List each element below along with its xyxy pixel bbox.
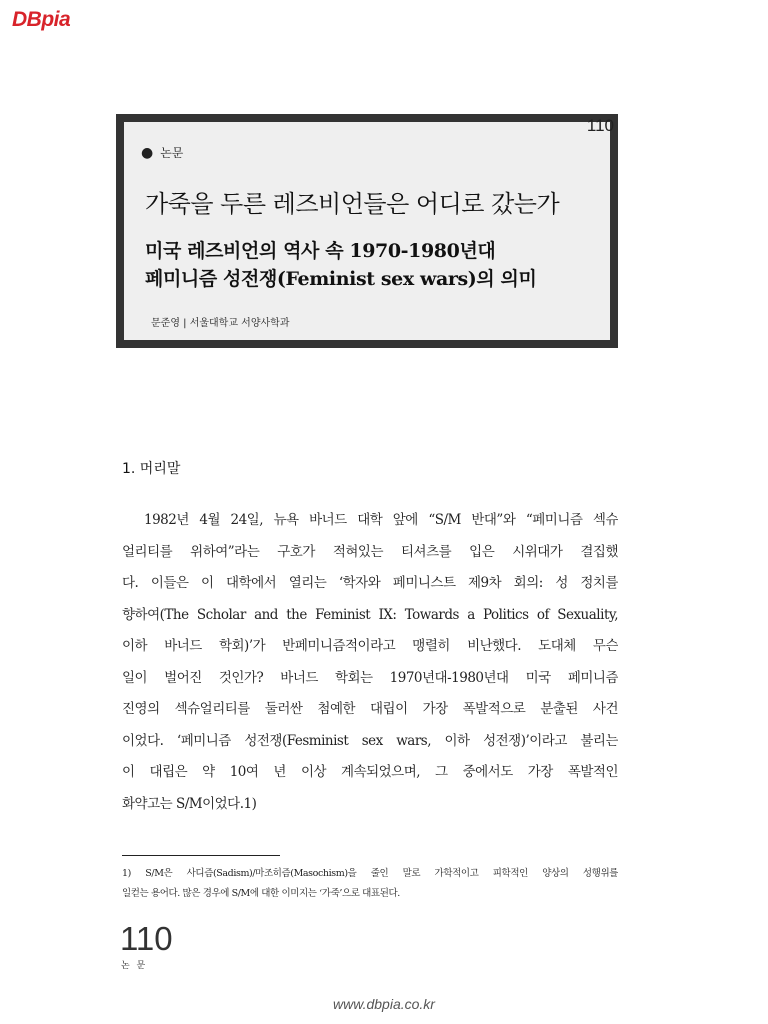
author-affiliation: 문준영 | 서울대학교 서양사학과 [151,318,290,329]
page-section-label: 논 문 [121,961,148,971]
page-number: 110 [120,920,173,957]
body-text [122,505,618,820]
title-box [116,114,618,348]
article-title: 가죽을 두른 레즈비언들은 어디로 갔는가 [145,190,560,218]
section-heading: 1. 머리말 [122,461,181,477]
footnote-line: 일컫는 용어다. 많은 경우에 S/M에 대한 이미지는 ‘가죽’으로 대표된다. [122,888,400,899]
footer-url-link[interactable]: www.dbpia.co.kr [333,996,435,1012]
article-subtitle-line-1: 미국 레즈비언의 역사 속 1970-1980년대 [145,240,496,262]
body-line: 이 대립은 약 10여 년 이상 계속되었으며, 그 중에서도 가장 폭발적인 [122,764,618,780]
footnote-line: 1) S/M은 사디즘(Sadism)/마조히즘(Masochism)을 줄인 말로 가학적이고 피학적인 양상의 성행위를 [122,868,618,879]
body-line: 향하여(The Scholar and the Feminist IX: Towards a Politics of Sexuality, [122,606,618,623]
title-box-page-number: 110 [586,116,614,135]
bullet-icon: ● [141,145,154,161]
body-line: 1982년 4월 24일, 뉴욕 바너드 대학 앞에 “S/M 반대”와 “페미니즘 섹슈 [144,512,618,528]
body-line: 이하 바너드 학회)’가 반페미니즘적이라고 맹렬히 비난했다. 도대체 무슨 [122,638,618,654]
body-line: 일이 벌어진 것인가? 바너드 학회는 1970년대-1980년대 미국 페미니즘 [122,669,618,686]
body-line: 다. 이들은 이 대학에서 열리는 ‘학자와 페미니스트 제9차 회의: 성 정치를 [122,575,618,591]
dbpia-logo[interactable]: DBpia [12,8,71,31]
category-label [141,144,183,161]
category-text: 논문 [160,146,184,160]
footnote-divider [122,855,280,856]
footnotes [122,864,618,904]
body-line: 얼리티를 위하여”라는 구호가 적혀있는 티셔츠를 입은 시위대가 결집했 [122,543,618,560]
article-subtitle-line-2: 페미니즘 성전쟁(Feminist sex wars)의 의미 [145,268,537,290]
body-line: 진영의 섹슈얼리티를 둘러싼 첨예한 대립이 가장 폭발적으로 분출된 사건 [122,701,618,717]
body-line: 화약고는 S/M이었다.1) [122,795,257,812]
body-line: 이었다. ‘페미니즘 성전쟁(Fesminist sex wars, 이하 성전쟁)’이라고 불리는 [122,732,618,749]
